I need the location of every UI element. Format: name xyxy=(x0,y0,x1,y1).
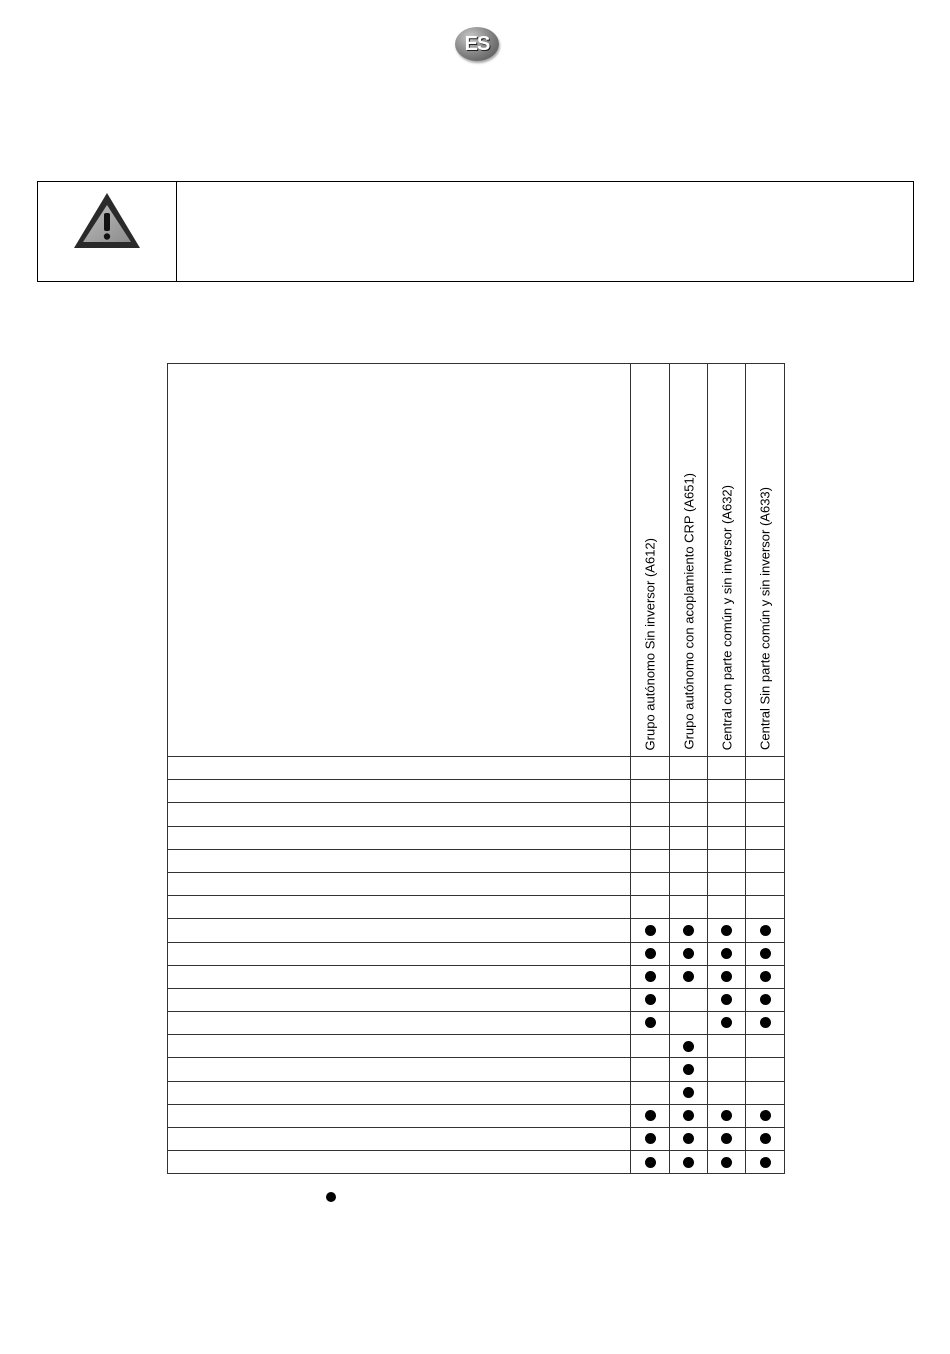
compatibility-cell xyxy=(670,988,708,1011)
row-description-cell xyxy=(168,942,631,965)
table-row xyxy=(168,1151,785,1174)
compatibility-cell xyxy=(670,1035,708,1058)
compatible-dot xyxy=(683,925,694,936)
compatible-dot xyxy=(721,971,732,982)
compatibility-cell xyxy=(746,988,785,1011)
compatible-dot xyxy=(645,925,656,936)
row-description-cell xyxy=(168,1012,631,1035)
compatibility-cell xyxy=(670,919,708,942)
row-description-cell xyxy=(168,1081,631,1104)
compatibility-cell xyxy=(746,757,785,780)
row-description-cell xyxy=(168,1104,631,1127)
compatible-dot xyxy=(683,1087,694,1098)
compatibility-cell xyxy=(670,780,708,803)
compatibility-cell xyxy=(631,965,670,988)
compatible-dot xyxy=(721,925,732,936)
compatible-dot xyxy=(683,1064,694,1075)
table-row xyxy=(168,1058,785,1081)
compatibility-cell xyxy=(746,849,785,872)
compatibility-cell xyxy=(746,1151,785,1174)
compatibility-cell xyxy=(708,1128,746,1151)
column-header-a632 xyxy=(708,364,746,757)
row-description-cell xyxy=(168,896,631,919)
compatibility-cell xyxy=(746,942,785,965)
compatibility-cell xyxy=(631,872,670,895)
compatibility-cell xyxy=(631,896,670,919)
language-badge xyxy=(455,27,499,61)
compatibility-cell xyxy=(631,1012,670,1035)
compatibility-cell xyxy=(708,803,746,826)
compatibility-table xyxy=(167,363,785,1174)
compatibility-cell xyxy=(631,1104,670,1127)
row-description-cell xyxy=(168,1058,631,1081)
table-row xyxy=(168,1081,785,1104)
compatibility-cell xyxy=(708,919,746,942)
compatibility-cell xyxy=(670,1081,708,1104)
compatibility-cell xyxy=(746,780,785,803)
row-description-cell xyxy=(168,780,631,803)
compatible-dot xyxy=(721,1110,732,1121)
compatible-dot xyxy=(760,1017,771,1028)
compatibility-cell xyxy=(708,896,746,919)
compatibility-cell xyxy=(631,919,670,942)
table-row xyxy=(168,896,785,919)
compatibility-cell xyxy=(746,1012,785,1035)
compatibility-cell xyxy=(631,988,670,1011)
compatibility-cell xyxy=(631,942,670,965)
row-description-cell xyxy=(168,803,631,826)
compatibility-cell xyxy=(670,849,708,872)
compatibility-cell xyxy=(746,1104,785,1127)
compatible-dot xyxy=(683,1133,694,1144)
column-header-label: Central con parte común y sin inversor (A632) xyxy=(719,484,734,750)
compatible-dot xyxy=(760,1157,771,1168)
compatible-dot xyxy=(645,1157,656,1168)
compatible-dot xyxy=(683,1041,694,1052)
compatibility-cell xyxy=(631,1058,670,1081)
legend-dot xyxy=(326,1192,336,1202)
table-row xyxy=(168,965,785,988)
compatibility-cell xyxy=(746,1128,785,1151)
compatibility-cell xyxy=(631,780,670,803)
column-header-label: Central Sin parte común y sin inversor (A633) xyxy=(757,486,773,750)
column-header-a633 xyxy=(746,364,785,757)
compatibility-cell xyxy=(670,757,708,780)
warning-icon-cell xyxy=(38,182,177,281)
compatibility-cell xyxy=(631,1081,670,1104)
table-row xyxy=(168,780,785,803)
compatibility-cell xyxy=(631,849,670,872)
row-description-cell xyxy=(168,1151,631,1174)
warning-triangle-icon xyxy=(72,191,142,251)
table-row xyxy=(168,872,785,895)
compatible-dot xyxy=(645,1017,656,1028)
compatible-dot xyxy=(721,948,732,959)
compatibility-cell xyxy=(670,1058,708,1081)
compatibility-cell xyxy=(670,1012,708,1035)
compatibility-cell xyxy=(631,1035,670,1058)
compatibility-cell xyxy=(708,1058,746,1081)
compatible-dot xyxy=(721,1157,732,1168)
table-row xyxy=(168,1128,785,1151)
compatibility-cell xyxy=(746,1081,785,1104)
compatibility-cell xyxy=(746,872,785,895)
compatibility-cell xyxy=(708,1104,746,1127)
compatibility-cell xyxy=(708,1151,746,1174)
compatibility-cell xyxy=(746,1058,785,1081)
row-description-cell xyxy=(168,1128,631,1151)
compatible-dot xyxy=(760,948,771,959)
compatible-dot xyxy=(760,1133,771,1144)
row-description-cell xyxy=(168,757,631,780)
warning-box xyxy=(37,181,914,282)
compatibility-cell xyxy=(708,1012,746,1035)
table-row xyxy=(168,826,785,849)
table-row xyxy=(168,1104,785,1127)
compatibility-cell xyxy=(746,896,785,919)
table-row xyxy=(168,849,785,872)
compatible-dot xyxy=(645,1110,656,1121)
compatibility-cell xyxy=(670,826,708,849)
column-header-label: Grupo autónomo Sin inversor (A612) xyxy=(642,537,658,750)
table-row xyxy=(168,942,785,965)
compatible-dot xyxy=(683,948,694,959)
compatible-dot xyxy=(760,971,771,982)
compatibility-cell xyxy=(631,1128,670,1151)
compatible-dot xyxy=(760,994,771,1005)
compatibility-cell xyxy=(670,803,708,826)
row-description-cell xyxy=(168,849,631,872)
compatibility-cell xyxy=(708,872,746,895)
compatible-dot xyxy=(683,1110,694,1121)
compatibility-cell xyxy=(670,1104,708,1127)
compatible-dot xyxy=(645,971,656,982)
compatible-dot xyxy=(721,1017,732,1028)
compatibility-cell xyxy=(746,965,785,988)
compatibility-cell xyxy=(708,988,746,1011)
table-row xyxy=(168,1012,785,1035)
compatible-dot xyxy=(760,1110,771,1121)
row-description-cell xyxy=(168,872,631,895)
compatibility-cell xyxy=(708,1035,746,1058)
column-header-a612 xyxy=(631,364,670,757)
compatible-dot xyxy=(645,1133,656,1144)
compatibility-cell xyxy=(670,942,708,965)
compatibility-cell xyxy=(670,965,708,988)
row-description-cell xyxy=(168,965,631,988)
table-header-row xyxy=(168,364,785,757)
compatible-dot xyxy=(721,1133,732,1144)
compatibility-cell xyxy=(631,803,670,826)
compatibility-cell xyxy=(746,803,785,826)
compatibility-cell xyxy=(708,826,746,849)
compatibility-cell xyxy=(708,1081,746,1104)
compatibility-cell xyxy=(708,942,746,965)
compatible-dot xyxy=(721,994,732,1005)
row-description-cell xyxy=(168,988,631,1011)
compatible-dot xyxy=(683,971,694,982)
compatibility-cell xyxy=(708,757,746,780)
compatible-dot xyxy=(645,948,656,959)
compatible-dot xyxy=(683,1157,694,1168)
compatibility-cell xyxy=(708,780,746,803)
table-row xyxy=(168,757,785,780)
table-row xyxy=(168,919,785,942)
column-header-a651 xyxy=(670,364,708,757)
compatibility-cell xyxy=(746,826,785,849)
compatibility-cell xyxy=(631,1151,670,1174)
column-header-label: Grupo autónomo con acoplamiento CRP (A651) xyxy=(681,473,696,750)
row-description-cell xyxy=(168,1035,631,1058)
compatibility-cell xyxy=(670,1151,708,1174)
compatibility-cell xyxy=(670,1128,708,1151)
compatibility-cell xyxy=(670,872,708,895)
compatibility-cell xyxy=(631,826,670,849)
table-row xyxy=(168,988,785,1011)
compatibility-cell xyxy=(631,757,670,780)
row-description-cell xyxy=(168,919,631,942)
compatibility-cell xyxy=(746,919,785,942)
compatibility-cell xyxy=(670,896,708,919)
compatible-dot xyxy=(760,925,771,936)
header-blank-cell xyxy=(168,364,631,757)
language-code: ES xyxy=(464,32,490,55)
compatibility-cell xyxy=(746,1035,785,1058)
row-description-cell xyxy=(168,826,631,849)
compatibility-cell xyxy=(708,965,746,988)
table-row xyxy=(168,1035,785,1058)
compatibility-cell xyxy=(708,849,746,872)
table-row xyxy=(168,803,785,826)
compatible-dot xyxy=(645,994,656,1005)
